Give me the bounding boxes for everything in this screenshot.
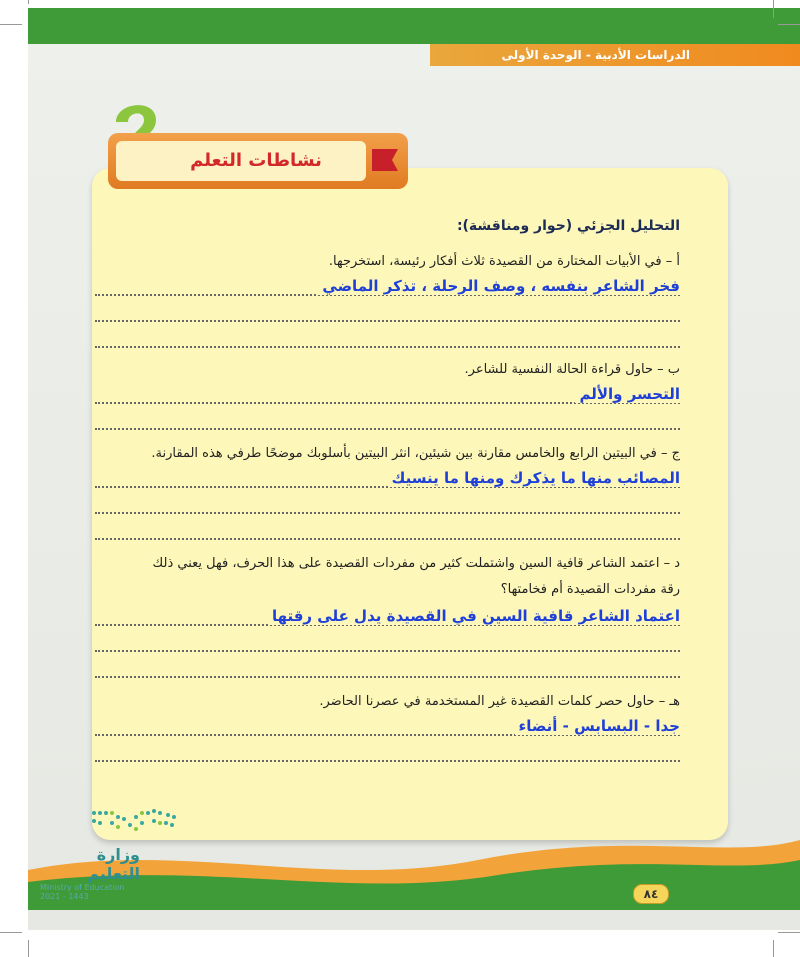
answer-text: فخر الشاعر بنفسه ، وصف الرحلة ، تذكر الماضي	[318, 277, 680, 295]
answer-text: جدا - البسابس - أنضاء	[515, 717, 680, 735]
top-green-band	[28, 8, 800, 44]
edition-year: 2021 - 1443	[40, 892, 89, 901]
bottom-wave-decoration	[28, 830, 800, 910]
crop-mark	[28, 0, 29, 4]
answer-text: المصائب منها ما يذكرك ومنها ما ينسيك	[388, 469, 680, 487]
question-text: هـ – حاول حصر كلمات القصيدة غير المستخدمة في عصرنا الحاضر.	[319, 694, 680, 709]
blank-line	[95, 494, 680, 516]
ministry-name-en: Ministry of Education	[40, 883, 125, 892]
crop-mark	[773, 0, 774, 18]
crop-mark	[0, 932, 22, 933]
answer-text: اعتماد الشاعر قافية السين في القصيدة يدل على رقتها	[268, 607, 680, 625]
answer-text: التحسر والألم	[575, 385, 680, 403]
blank-line	[95, 658, 680, 680]
blank-line	[95, 742, 680, 764]
unit-title: الدراسات الأدبية - الوحدة الأولى	[501, 48, 690, 62]
answer-line	[95, 276, 680, 298]
question-text: ب – حاول قراءة الحالة النفسية للشاعر.	[464, 362, 680, 377]
ministry-logo-icon	[88, 805, 178, 833]
question-text: ج – في البيتين الرابع والخامس مقارنة بين شيئين، انثر البيتين بأسلوبك موضحًا طرفي هذه المقارنة.	[151, 446, 680, 461]
crop-mark	[0, 24, 22, 25]
answer-line	[95, 606, 680, 628]
banner-ribbon-icon	[370, 145, 400, 175]
activities-banner	[108, 133, 408, 189]
question-text: أ – في الأبيات المختارة من القصيدة ثلاث أفكار رئيسة، استخرجها.	[328, 254, 680, 269]
section-title: التحليل الجزئي (حوار ومناقشة):	[456, 218, 680, 234]
answer-line	[95, 468, 680, 490]
blank-line	[95, 302, 680, 324]
crop-mark	[778, 24, 800, 25]
answer-line	[95, 716, 680, 738]
blank-line	[95, 520, 680, 542]
crop-mark	[773, 940, 774, 957]
crop-mark	[28, 940, 29, 957]
crop-mark	[778, 932, 800, 933]
page-number: ٨٤	[633, 884, 669, 904]
answer-line	[95, 384, 680, 406]
question-text-cont: رقة مفردات القصيدة أم فخامتها؟	[500, 582, 680, 597]
ministry-branding	[40, 845, 140, 901]
banner-inner	[116, 141, 366, 181]
blank-line	[95, 328, 680, 350]
question-text: د – اعتمد الشاعر قافية السين واشتملت كثير من مفردات القصيدة على هذا الحرف، فهل يعني ذلك	[152, 556, 680, 571]
blank-line	[95, 410, 680, 432]
blank-line	[95, 632, 680, 654]
unit-header-strip	[430, 44, 800, 66]
banner-title: نشاطات التعلم	[190, 150, 322, 171]
ministry-name-ar: وزارة التعليم	[87, 845, 140, 883]
